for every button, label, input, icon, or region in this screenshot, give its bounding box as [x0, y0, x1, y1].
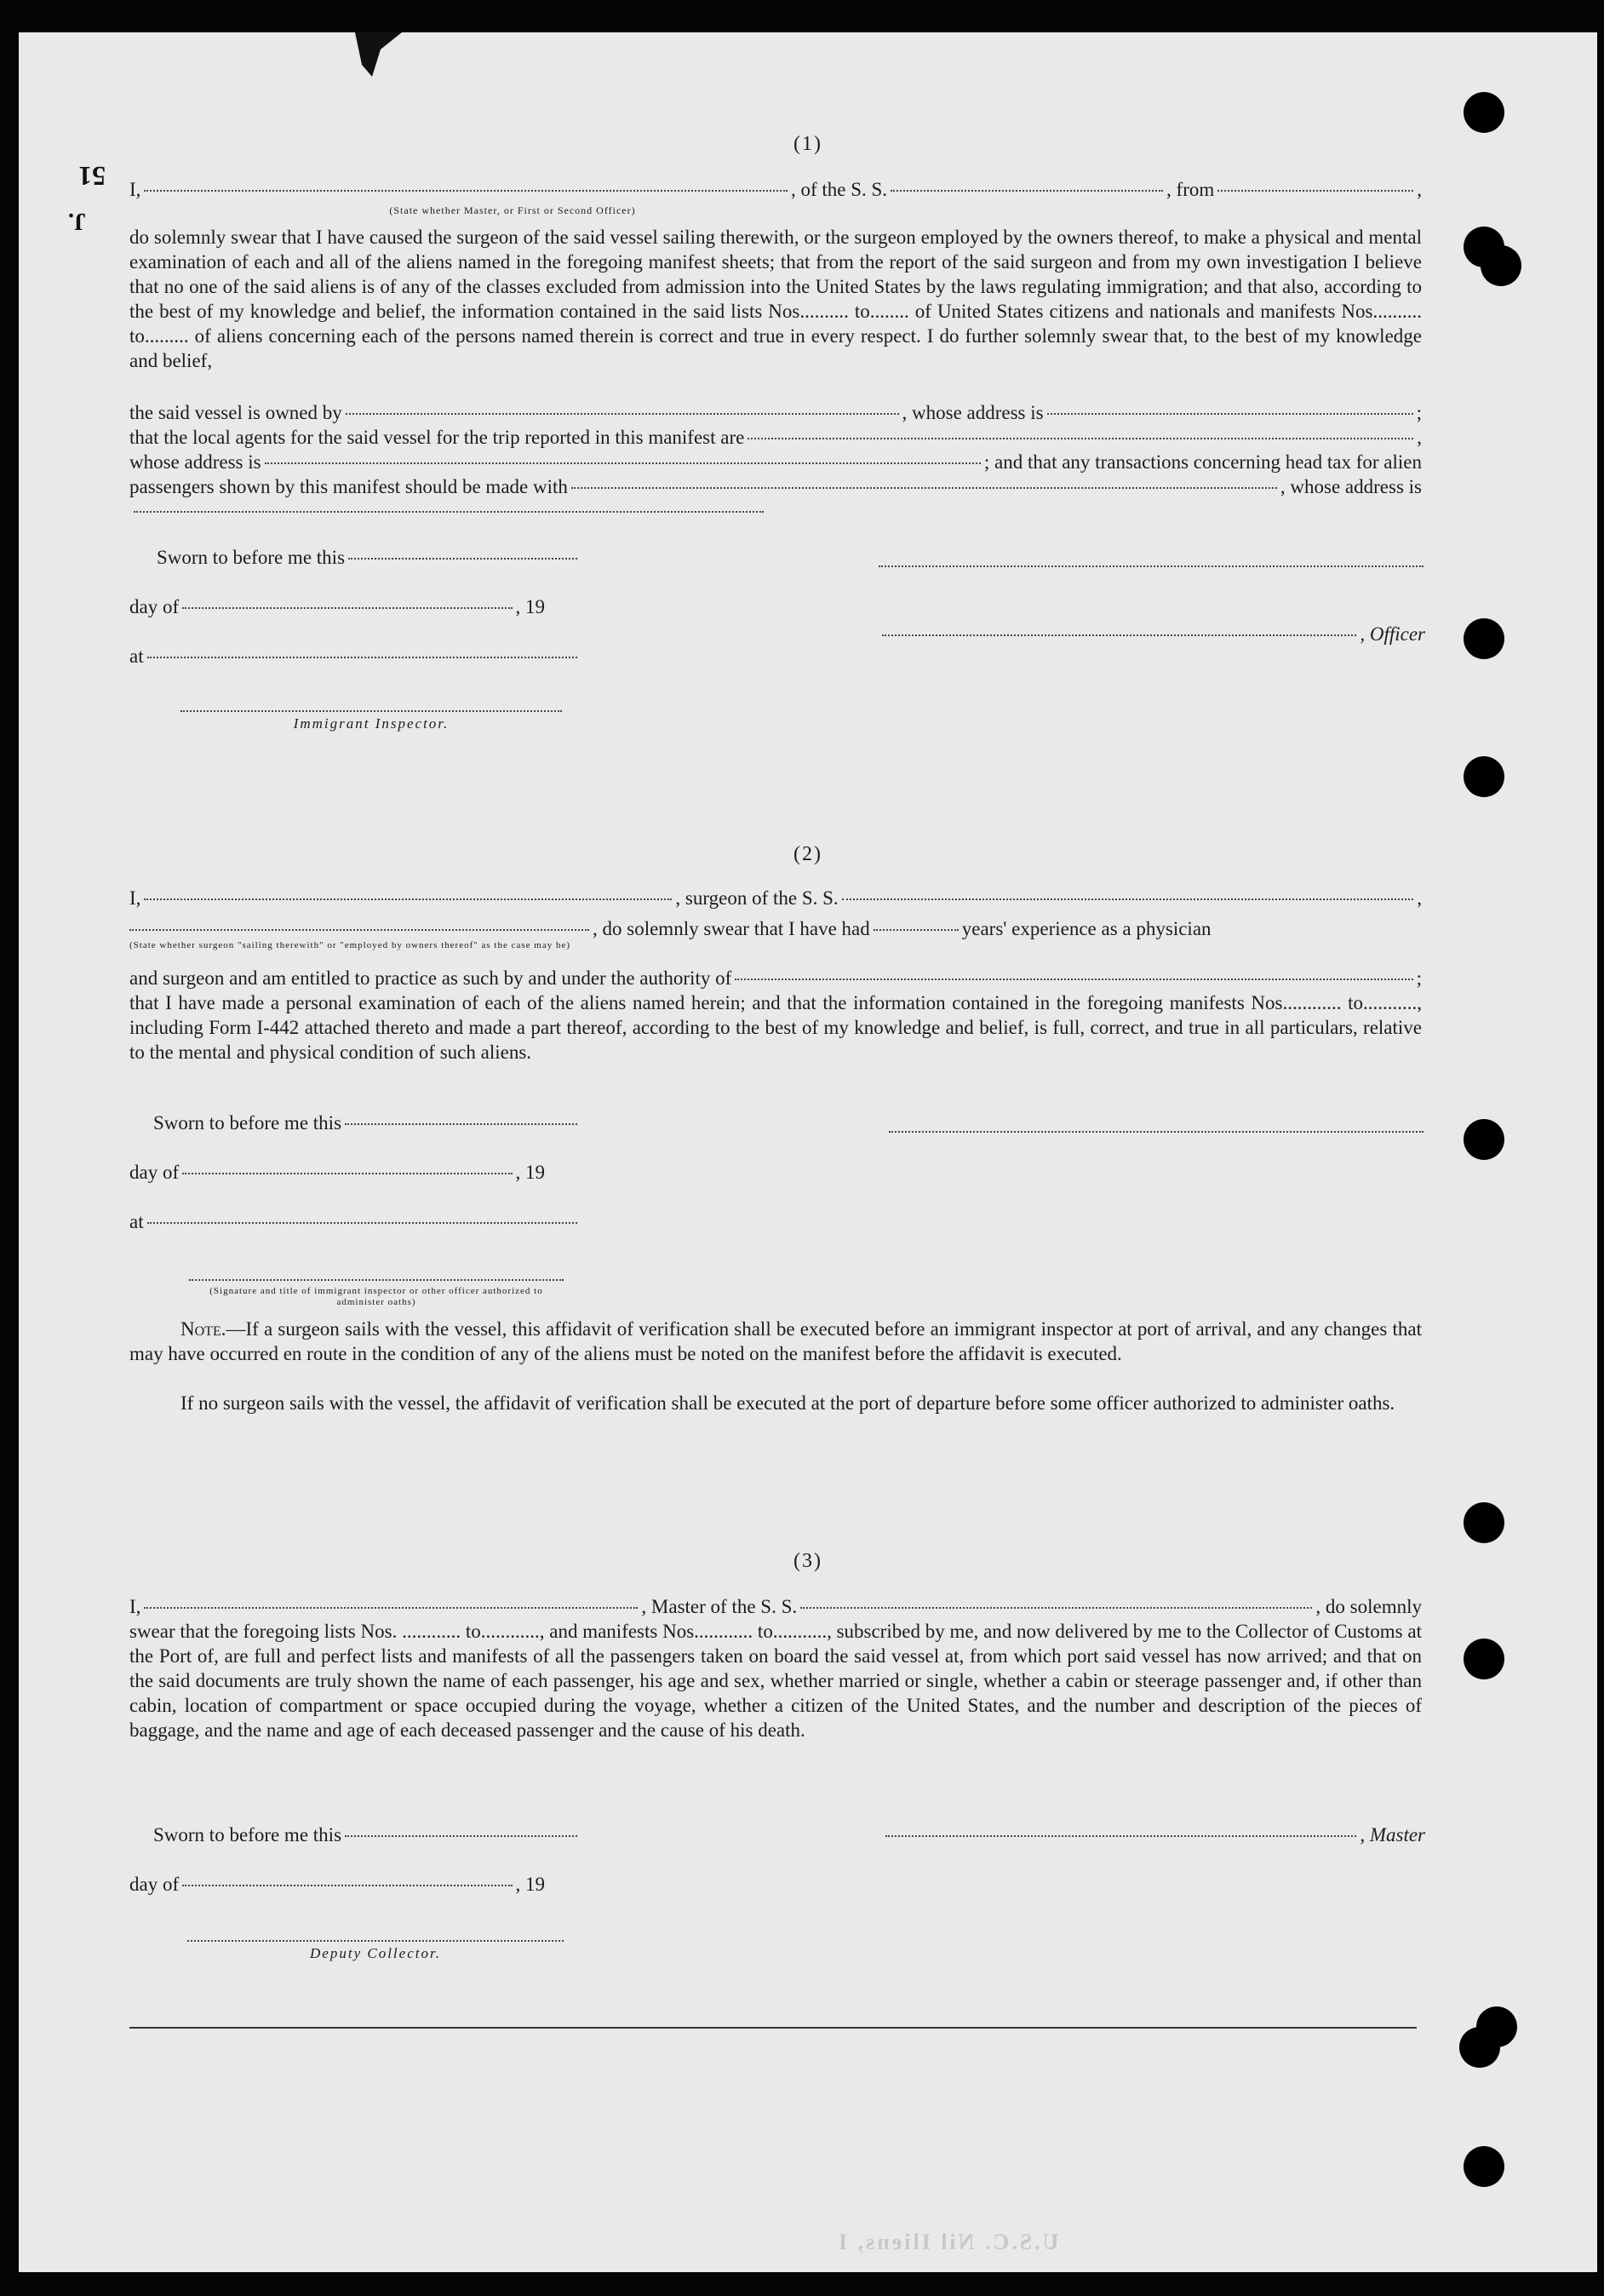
s3-sworn-date-field[interactable]: [345, 1835, 577, 1837]
s1-text: whose address is: [129, 451, 261, 473]
s1-text: , of the S. S.: [790, 179, 888, 200]
inspector-signature-field[interactable]: [180, 710, 562, 712]
owner-address-field[interactable]: [1047, 413, 1413, 415]
local-agents-field[interactable]: [748, 438, 1413, 439]
s3-body-c: , from which port said vessel has now arrived; and that on the said documents are truly shown the name of each passenger, his age and sex, whether married or single, whether a cabin or steerage passenger and, if other than cabin, location of compartment or space occupied during the voyage, whether a citizen of the United States, and the number and description of the pieces of baggage, and the name and age of each deceased passenger and the cause of his death.: [129, 1645, 1422, 1741]
s2-line-2: [129, 916, 1422, 941]
s2-day-field[interactable]: [182, 1173, 512, 1174]
s1-text: ,: [1417, 427, 1422, 448]
s1-text: I,: [129, 179, 141, 200]
section-2-heading: (2): [793, 843, 822, 865]
s2-text: at: [129, 1211, 144, 1232]
s1-text: Sworn to before me this: [157, 547, 346, 568]
s2-text: ;: [1416, 967, 1422, 989]
s3-ship-field[interactable]: [800, 1607, 1312, 1609]
owner-field[interactable]: [346, 413, 899, 415]
s2-sworn-date-field[interactable]: [345, 1123, 577, 1125]
s1-day-line: [129, 594, 581, 619]
punch-hole: [1464, 756, 1504, 797]
s2-note: (State whether surgeon "sailing therewith" or "employed by owners thereof" as the case may be): [129, 940, 571, 950]
s3-line-1: [129, 1594, 1422, 1619]
note-text: —If a surgeon sails with the vessel, this affidavit of verification shall be executed before an immigrant inspector at port of arrival, and any changes that may have occurred en route in the condition of any of the aliens must be noted on the manifest before the affidavit is executed.: [129, 1318, 1422, 1364]
s1-text: ; and that any transactions concerning head tax for alien: [983, 451, 1422, 473]
master-signature-field[interactable]: [885, 1835, 1356, 1837]
section-3-heading: (3): [793, 1550, 822, 1572]
s3-text: , Master: [1360, 1824, 1425, 1845]
s3-master-line: [882, 1822, 1425, 1847]
punch-hole: [1481, 245, 1521, 286]
s1-text: ;: [1416, 402, 1422, 423]
head-tax-party-field[interactable]: [571, 487, 1277, 489]
punch-hole: [1464, 618, 1504, 659]
s1-officer-line: [879, 622, 1425, 646]
at-place-field[interactable]: [147, 657, 577, 658]
s1-line-1: [129, 177, 1422, 202]
s2-text: years' experience as a physician: [961, 918, 1212, 939]
punch-hole: [1464, 1502, 1504, 1543]
s3-text: , Master of the S. S.: [641, 1596, 798, 1617]
punch-hole: [1464, 1639, 1504, 1679]
collector-caption: Deputy Collector.: [310, 1945, 441, 1961]
master-officer-field[interactable]: [144, 190, 788, 192]
torn-corner-mark: [355, 32, 406, 79]
s1-signature-field[interactable]: [879, 565, 1424, 567]
s3-day-field[interactable]: [182, 1885, 512, 1886]
s2-signature-caption: (Signature and title of immigrant inspector or other officer authorized to administer oaths): [209, 1286, 543, 1307]
s2-day-line: [129, 1160, 581, 1185]
from-port-field[interactable]: [1217, 190, 1413, 192]
day-field[interactable]: [182, 607, 512, 609]
s1-agents-line: [129, 425, 1422, 450]
s1-text: at: [129, 646, 144, 667]
s3-text: Sworn to before me this: [153, 1824, 342, 1845]
surgeon-signature-field[interactable]: [889, 1131, 1424, 1133]
s1-at-line: [129, 644, 581, 669]
s3-day-line: [129, 1872, 581, 1897]
s2-sworn-line: [153, 1111, 581, 1135]
s1-text: , whose address is: [902, 402, 1044, 423]
s1-note: (State whether Master, or First or Second Officer): [389, 204, 636, 216]
note-label: Note.: [180, 1318, 226, 1340]
s2-text: , do solemnly swear that I have had: [593, 918, 870, 939]
s3-text: , do solemnly: [1315, 1596, 1422, 1617]
authority-field[interactable]: [735, 979, 1412, 980]
s2-text: I,: [129, 887, 141, 909]
margin-number: 51: [78, 161, 106, 192]
s2-at-field[interactable]: [147, 1222, 577, 1224]
inspector-caption: Immigrant Inspector.: [293, 715, 450, 732]
s1-text: the said vessel is owned by: [129, 402, 342, 423]
surgeon-name-field[interactable]: [144, 898, 672, 900]
s3-master-name-field[interactable]: [144, 1607, 638, 1609]
s2-line-3: [129, 966, 1422, 990]
s3-body-b: , are full and perfect lists and manifests of all the passengers taken on board the said vessel at: [214, 1645, 960, 1667]
footer-stamp: U.S.C. Nil Iliens, I: [836, 2230, 1059, 2254]
s3-body: [129, 1619, 1422, 1742]
s1-text: , whose address is: [1280, 476, 1422, 497]
s1-text: day of: [129, 596, 180, 617]
s3-body-a: swear that the foregoing lists Nos. ............ to............, and manifests Nos............ to..........., subscribed by me, and now delivered by me to the Collector of Customs at the Port of: [129, 1621, 1422, 1667]
punch-hole: [1464, 2146, 1504, 2187]
collector-signature-field[interactable]: [187, 1940, 564, 1942]
s3-text: day of: [129, 1874, 180, 1895]
s1-text: , from: [1166, 179, 1215, 200]
s2-text: , surgeon of the S. S.: [675, 887, 839, 909]
s1-passengers-line: [129, 474, 1422, 499]
officer-signature-field[interactable]: [882, 634, 1356, 636]
s3-sworn-line: [153, 1822, 581, 1847]
punch-hole: [1459, 2027, 1500, 2068]
agents-address-field[interactable]: [265, 462, 981, 464]
years-experience-field[interactable]: [874, 929, 959, 931]
punch-hole: [1464, 92, 1504, 133]
s3-text: I,: [129, 1596, 141, 1617]
ship-name-field[interactable]: [891, 190, 1163, 192]
s2-line-1: [129, 886, 1422, 910]
s2-text: day of: [129, 1162, 180, 1183]
s2-at-line: [129, 1209, 581, 1234]
s2-text: ,: [1417, 887, 1422, 909]
sworn-date-field[interactable]: [348, 558, 577, 560]
s1-owned-line: [129, 400, 1422, 425]
s1-body: do solemnly swear that I have caused the surgeon of the said vessel sailing therewith, or the surgeon employed by the owners thereof, to make a physical and mental examination of each and all of the aliens named in the foregoing manifest sheets; that from the report of the said surgeon and from my own investigation I believe that no one of the said aliens is of any of the classes excluded from admission into the United States by the laws regulating immigration; and that also, according to the best of my knowledge and belief, the information contained in the said lists Nos.......... to........ of United States citizens and nationals and manifests Nos.......... to......... of aliens concerning each of the persons named therein is correct and true in every respect. I do further solemnly swear that, to the best of my knowledge and belief,: [129, 227, 1422, 371]
head-tax-address-field[interactable]: [134, 511, 764, 513]
s1-text: ,: [1417, 179, 1422, 200]
s2-text: and surgeon and am entitled to practice as such by and under the authority of: [129, 967, 732, 989]
s1-address-line: [129, 450, 1422, 474]
s1-text: passengers shown by this manifest should be made with: [129, 476, 568, 497]
s2-note-paragraph-2: [129, 1391, 1422, 1415]
s2-text: Sworn to before me this: [153, 1112, 342, 1134]
surgeon-type-field[interactable]: [129, 929, 589, 931]
s2-text: , 19: [515, 1162, 545, 1183]
s2-official-signature-field[interactable]: [189, 1279, 564, 1281]
s3-text: , 19: [515, 1874, 545, 1895]
s1-text: , 19: [515, 596, 545, 617]
form-page: [19, 32, 1597, 2272]
note-text-2: If no surgeon sails with the vessel, the affidavit of verification shall be executed at the port of departure before some officer authorized to administer oaths.: [180, 1392, 1395, 1414]
s2-note-paragraph: [129, 1317, 1422, 1366]
s2-body: that I have made a personal examination of each of the aliens named herein; and that the information contained in the foregoing manifests Nos............ to..........., including Form I-442 attached thereto and made a part thereof, according to the best of my knowledge and belief, is full, correct, and true in all particulars, relative to the mental and physical condition of such aliens.: [129, 992, 1422, 1063]
s1-text: , Officer: [1360, 623, 1425, 645]
margin-mark: J.: [68, 208, 86, 234]
punch-hole: [1464, 1119, 1504, 1160]
s1-text: that the local agents for the said vessel for the trip reported in this manifest are: [129, 427, 745, 448]
s1-sworn-line: [157, 545, 581, 570]
bottom-rule: [129, 2027, 1417, 2029]
s2-ship-field[interactable]: [842, 898, 1414, 900]
section-1-heading: (1): [793, 133, 822, 155]
